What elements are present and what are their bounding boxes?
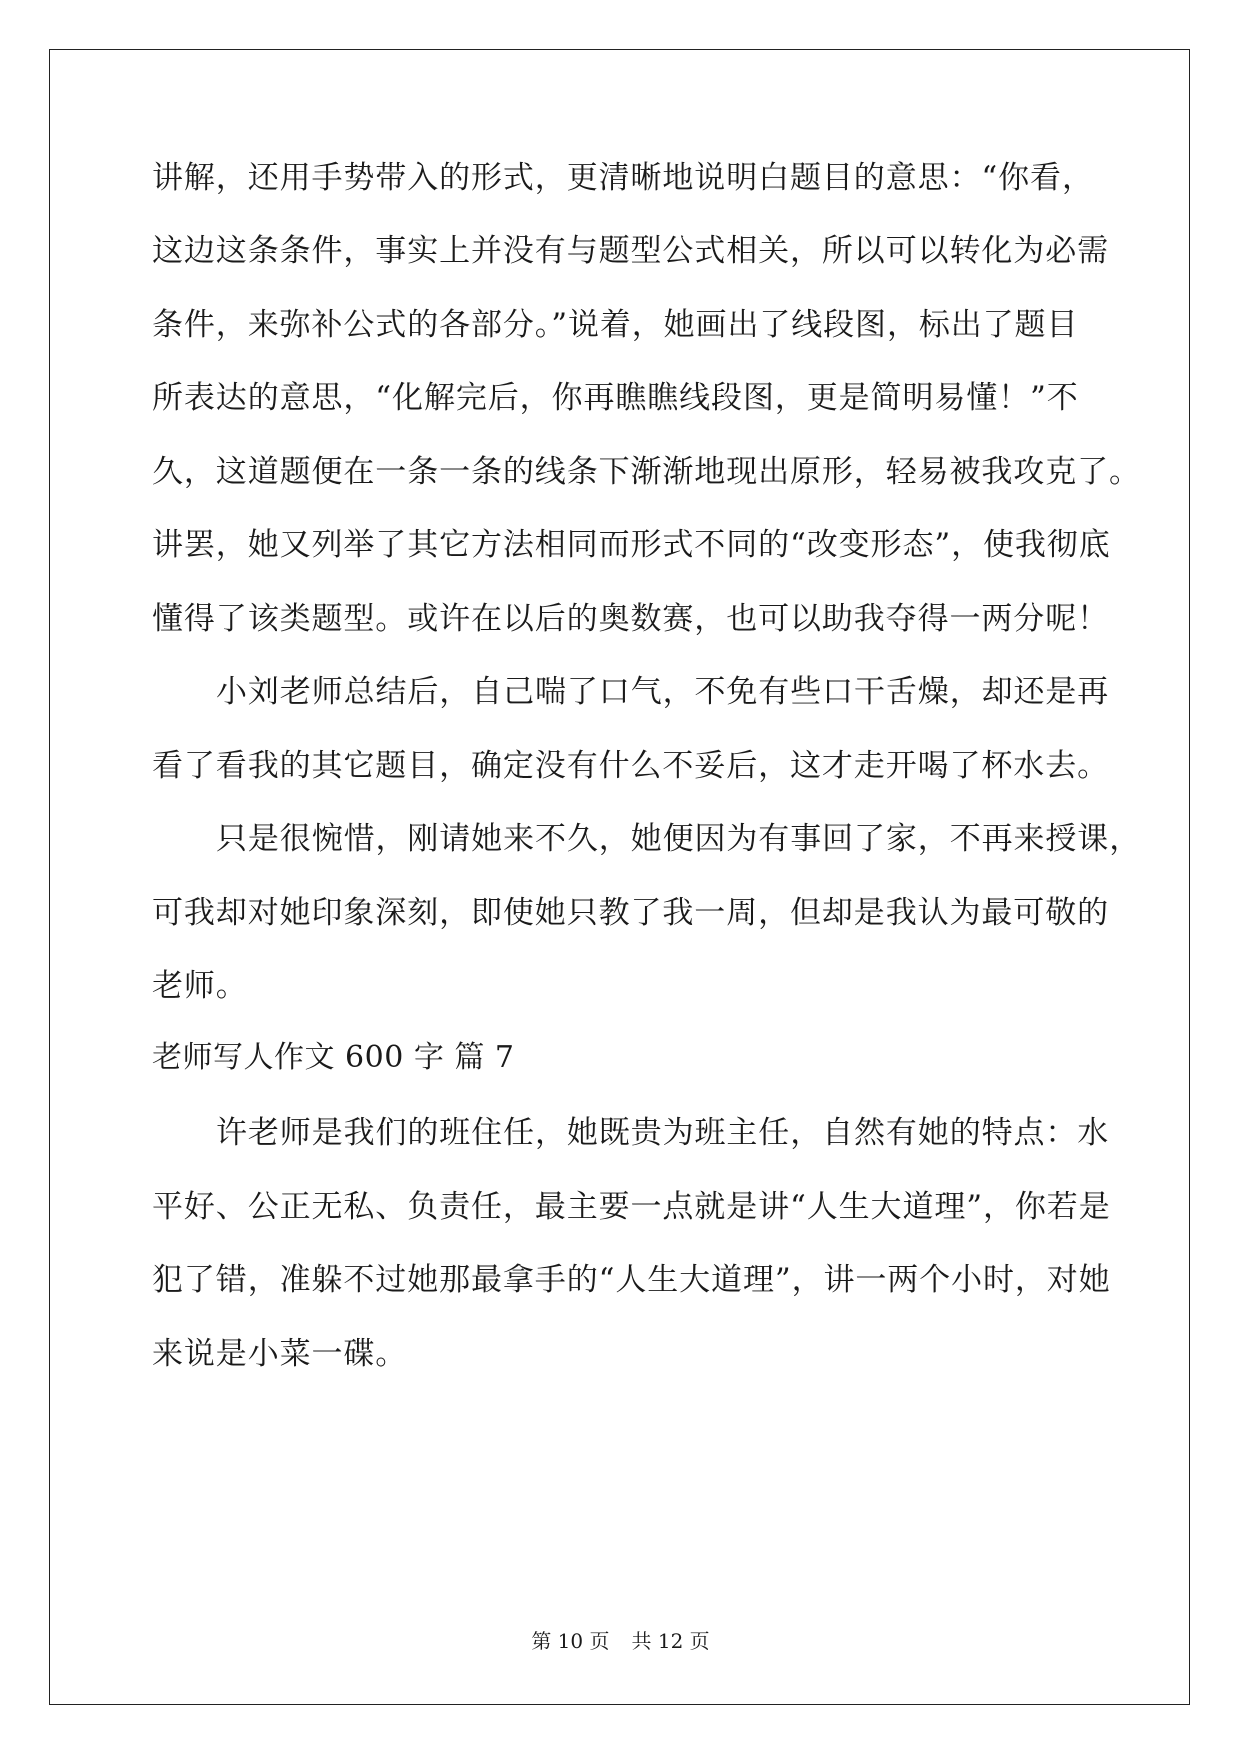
text-line: 懂得了该类题型。或许在以后的奥数赛，也可以助我夺得一两分呢！ (152, 601, 1109, 637)
text-line: 可我却对她印象深刻，即使她只教了我一周，但却是我认为最可敬的 (152, 895, 1109, 931)
text-line: 久，这道题便在一条一条的线条下渐渐地现出原形，轻易被我攻克了。 (152, 454, 1141, 490)
text-line: 老师。 (152, 968, 248, 1004)
page-total: 共 12 页 (631, 1629, 710, 1653)
text-line: 条件，来弥补公式的各部分。”说着，她画出了线段图，标出了题目 (152, 307, 1079, 343)
text-line: 来说是小菜一碟。 (152, 1336, 408, 1372)
text-line: 平好、公正无私、负责任，最主要一点就是讲“人生大道理”，你若是 (152, 1189, 1111, 1225)
page-border (49, 49, 1190, 1705)
text-line: 看了看我的其它题目，确定没有什么不妥后，这才走开喝了杯水去。 (152, 748, 1109, 784)
text-line: 讲罢，她又列举了其它方法相同而形式不同的“改变形态”，使我彻底 (152, 527, 1111, 563)
paragraph-first-line: 小刘老师总结后，自己喘了口气，不免有些口干舌燥，却还是再 (216, 674, 1110, 710)
text-line: 这边这条条件，事实上并没有与题型公式相关，所以可以转化为必需 (152, 233, 1109, 269)
section-heading: 老师写人作文 600 字 篇 7 (152, 1040, 515, 1075)
text-line: 犯了错，准躲不过她那最拿手的“人生大道理”，讲一两个小时，对她 (152, 1262, 1111, 1298)
paragraph-first-line: 许老师是我们的班住任，她既贵为班主任，自然有她的特点：水 (216, 1115, 1110, 1151)
paragraph-first-line: 只是很惋惜，刚请她来不久，她便因为有事回了家，不再来授课， (216, 821, 1142, 857)
page-footer (0, 1628, 1241, 1654)
page-number: 第 10 页 (531, 1629, 610, 1653)
text-line: 讲解，还用手势带入的形式，更清晰地说明白题目的意思：“你看， (152, 160, 1094, 196)
text-line: 所表达的意思，“化解完后，你再瞧瞧线段图，更是简明易懂！”不 (152, 380, 1079, 416)
